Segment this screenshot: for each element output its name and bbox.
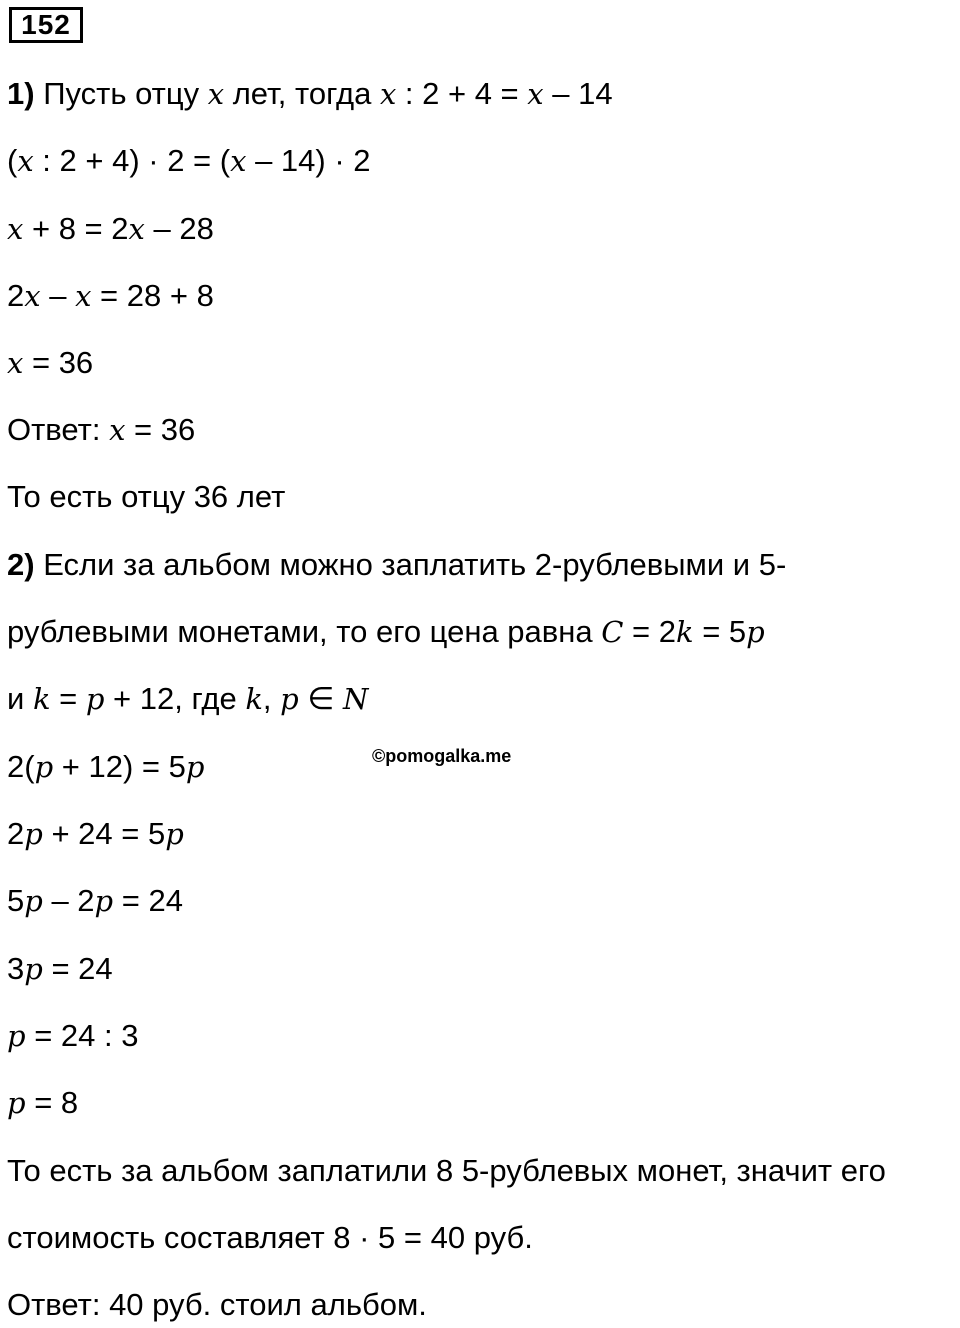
solution-line [7,411,195,449]
solution-line [7,613,765,651]
math-variable: k [32,682,51,716]
text-run: = 24 [113,883,183,918]
text-run: = 8 [25,1085,79,1120]
watermark: ©pomogalka.me [372,746,512,766]
solution-line [7,1017,138,1055]
solution-line [7,1084,78,1122]
text-run: , [262,681,281,716]
text-run: рублевыми монетами, то его цена равна [7,614,602,649]
math-variable: p [7,1086,26,1120]
math-variable: p [280,682,299,716]
text-run: Ответ: 40 руб. стоил альбом. [7,1287,427,1322]
text-run: – [40,278,76,313]
math-variable: k [676,615,694,649]
text-run: = 24 [42,951,113,986]
solution-line [7,142,371,180]
solution-line [7,546,786,584]
text-run: 2 [7,816,25,851]
text-run: лет, тогда [224,76,380,111]
solution-line [7,815,184,853]
text-run: = 24 : 3 [25,1018,139,1053]
part-label: 2) [7,547,35,582]
math-variable: x [24,279,41,313]
math-variable: p [185,750,205,784]
solution-line [7,1219,533,1257]
math-variable: x [527,77,544,111]
text-run: – 14 [543,76,613,111]
math-variable: p [24,817,43,851]
text-run: 2( [7,749,35,784]
math-variable: p [34,750,54,784]
text-run: 2 [7,278,25,313]
solution-line [7,1152,886,1190]
math-variable: C [601,615,624,649]
text-run: = 5 [693,614,747,649]
solution-line [7,1286,427,1324]
solution-line [7,478,285,516]
text-run: = 36 [23,345,94,380]
math-variable: x [207,77,225,111]
solution-line [7,277,214,315]
math-variable: x [230,144,247,178]
text-run: + 24 = 5 [42,816,166,851]
text-run: – 2 [42,883,95,918]
text-run: ∈ [298,681,343,716]
text-run: – 14) · 2 [246,143,371,178]
math-variable: p [746,615,765,649]
text-run: + 8 = 2 [23,211,129,246]
math-variable: k [245,682,263,716]
text-run: То есть отцу 36 лет [7,479,286,514]
solution-line [7,950,113,988]
solution-line [7,75,613,113]
math-variable: p [7,1019,26,1053]
text-run: : 2 + 4 = [396,76,528,111]
text-run: Если за альбом можно заплатить 2-рублевыми и 5- [34,547,787,582]
text-run: – 28 [144,211,214,246]
text-run: + 12, где [104,681,246,716]
text-run: и [7,681,33,716]
text-run: = 36 [125,412,196,447]
math-variable: p [24,884,43,918]
math-variable: x [7,346,24,380]
solution-line [7,344,93,382]
text-run: + 12) = 5 [53,749,186,784]
solution-line [7,680,368,718]
solution-line [7,210,214,248]
math-variable: x [7,212,24,246]
solution-line [7,748,204,786]
text-run: = [50,681,86,716]
math-variable: p [165,817,184,851]
solution-line [7,882,183,920]
math-variable: N [342,682,369,716]
text-run: = 28 + 8 [91,278,214,313]
math-variable: x [128,212,145,246]
problem-number: 152 [9,7,83,43]
text-run: Ответ: [7,412,110,447]
math-variable: p [85,682,105,716]
text-run: ( [7,143,18,178]
text-run: То есть за альбом заплатили 8 5-рублевых монет, значит его [7,1153,886,1188]
text-run: 5 [7,883,25,918]
text-run: Пусть отцу [34,76,208,111]
math-variable: p [24,952,43,986]
math-variable: x [109,413,126,447]
part-label: 1) [7,76,35,111]
text-run: : 2 + 4) · 2 = ( [33,143,231,178]
math-variable: p [94,884,114,918]
text-run: стоимость составляет 8 · 5 = 40 руб. [7,1220,533,1255]
math-variable: x [379,77,397,111]
text-run: 3 [7,951,25,986]
math-variable: x [75,279,92,313]
math-variable: x [17,144,34,178]
text-run: = 2 [623,614,677,649]
